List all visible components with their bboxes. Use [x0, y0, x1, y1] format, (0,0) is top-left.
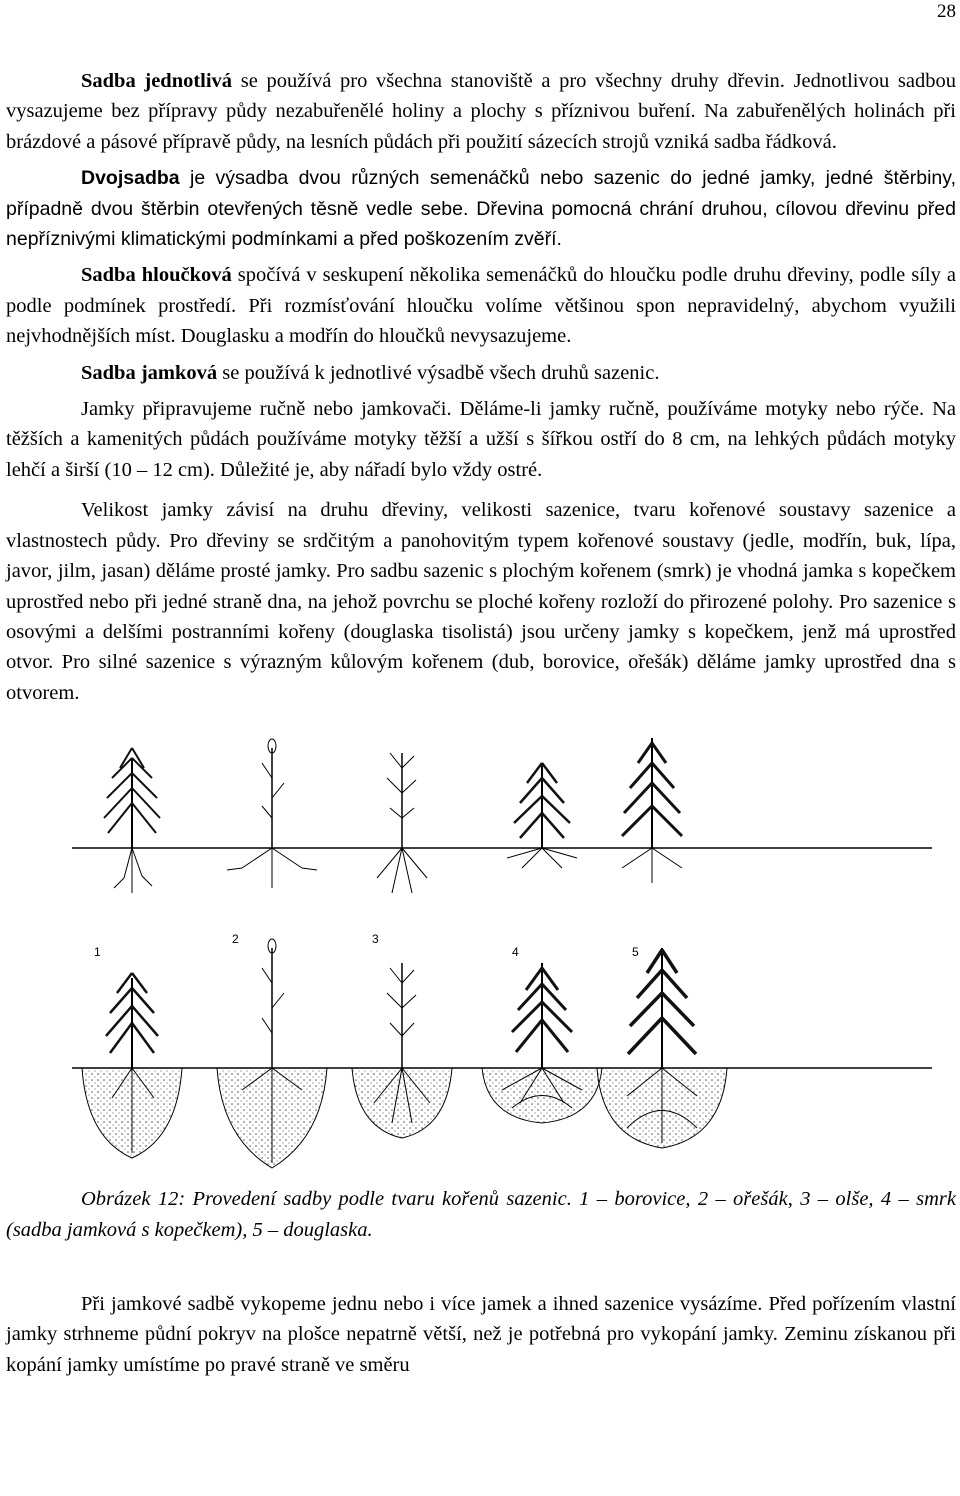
walnut-planted-icon	[217, 939, 327, 1168]
figure-label-4: 4	[512, 945, 519, 960]
figure-label-1: 1	[94, 945, 101, 960]
top-row-seedlings	[72, 738, 932, 893]
pine-planted-icon	[82, 973, 182, 1158]
paragraph-sadba-jednotliva	[6, 66, 956, 157]
paragraph-text: se používá pro všechna stanoviště a pro všechny druhy dřevin. Jednotlivou sadbou vysazujeme bez přípravy půdy nezabuřenělé holiny a plochy s příznivou buření. Na zabuřenělých holinách při brázdové a pásové přípravě půdy, na lesních půdách při použití sázecích strojů vzniká sadba řádková.	[6, 70, 956, 153]
paragraph-sadba-jamkova	[6, 358, 956, 388]
figure-label-2: 2	[232, 932, 239, 947]
spruce-planted-icon	[482, 963, 602, 1123]
figure-caption: Obrázek 12: Provedení sadby podle tvaru kořenů sazenic. 1 – borovice, 2 – ořešák, 3 – olše, 4 – smrk (sadba jamková s kopečkem), 5 – douglaska.	[6, 1188, 956, 1241]
paragraph-text: spočívá v seskupení několika semenáčků do hloučku podle druhu dřeviny, podle síly a podle podmínek prostředí. Při rozmísťování hloučku volíme většinou spon nepravidelný, abychom využili nejvhodnějších míst. Douglasku a modřín do hloučků nevysazujeme.	[6, 264, 956, 348]
douglas-seedling-icon	[622, 738, 682, 883]
paragraph-dvojsadba	[6, 163, 956, 254]
paragraph-text: je výsadba dvou různých semenáčků nebo sazenic do jedné jamky, jedné štěrbiny, případně dvou štěrbin otevřených těsně vedle sebe. Dřevina pomocná chrání druhou, cílovou dřevinu před nepříznivými klimatickými podmínkami a před poškozením zvěří.	[6, 167, 956, 251]
paragraph-jamkova-sadba: Při jamkové sadbě vykopeme jednu nebo i více jamek a ihned sazenice vysázíme. Před pořízením vlastní jamky strhneme půdní pokryv na plošce nepatrně větší, než je potřebná pro vykopání jamky. Zeminu získanou při kopání jamky umístíme po pravé straně ve směru	[6, 1292, 956, 1376]
term-sadba-hlouckova: Sadba hloučková	[81, 264, 232, 287]
paragraph-text: se používá k jednotlivé výsadbě všech druhů sazenic.	[217, 361, 660, 384]
spruce-seedling-icon	[507, 763, 577, 868]
paragraph-jamky: Jamky připravujeme ručně nebo jamkovači. Děláme-li jamky ručně, používáme motyky nebo rýče. Na těžších a kamenitých půdách používáme motyky těžší a užší s šířkou ostří do 8 cm, na lehkých půdách motyky lehčí a širší (10 – 12 cm). Důležité je, aby nářadí bylo vždy ostré.	[6, 398, 956, 481]
walnut-seedling-icon	[227, 739, 317, 888]
term-sadba-jednotliva: Sadba jednotlivá	[81, 70, 233, 92]
paragraph-sadba-hlouckova	[6, 260, 956, 351]
alder-planted-icon	[352, 963, 452, 1138]
alder-seedling-icon	[377, 753, 427, 893]
bottom-row-planted	[72, 939, 932, 1168]
term-sadba-jamkova: Sadba jamková	[81, 361, 218, 384]
paragraph-velikost-jamky: Velikost jamky závisí na druhu dřeviny, velikosti sazenice, tvaru kořenové soustavy sazenice a vlastnostech půdy. Pro dřeviny se srdčitým a panohovitým typem kořenové soustavy (jedle, modřín, buk, lípa, javor, jilm, jasan) děláme prosté jamky. Pro sadbu sazenic s plochým kořenem (smrk) je vhodná jamka s kopečkem uprostřed nebo při jedné straně dna, na jehož povrchu se ploché kořeny rozloží do přirozené polohy. Pro sazenice s osovými a delšími postranními kořeny (douglaska tisolistá) jsou určeny jamky s kopečkem, jenž má uprostřed otvor. Pro silné sazenice s výrazným kůlovým kořenem (dub, borovice, ořešák) děláme jamky uprostřed dna s otvorem.	[6, 499, 956, 704]
page-number: 28	[937, 1, 956, 22]
douglas-planted-icon	[597, 948, 727, 1148]
pine-seedling-icon	[104, 748, 160, 893]
document-body	[6, 66, 956, 1386]
planting-diagram	[72, 718, 932, 1178]
figure-label-5: 5	[632, 945, 639, 960]
figure-label-3: 3	[372, 932, 379, 947]
figure-planting-illustration	[72, 718, 932, 1178]
term-dvojsadba: Dvojsadba	[81, 167, 180, 190]
